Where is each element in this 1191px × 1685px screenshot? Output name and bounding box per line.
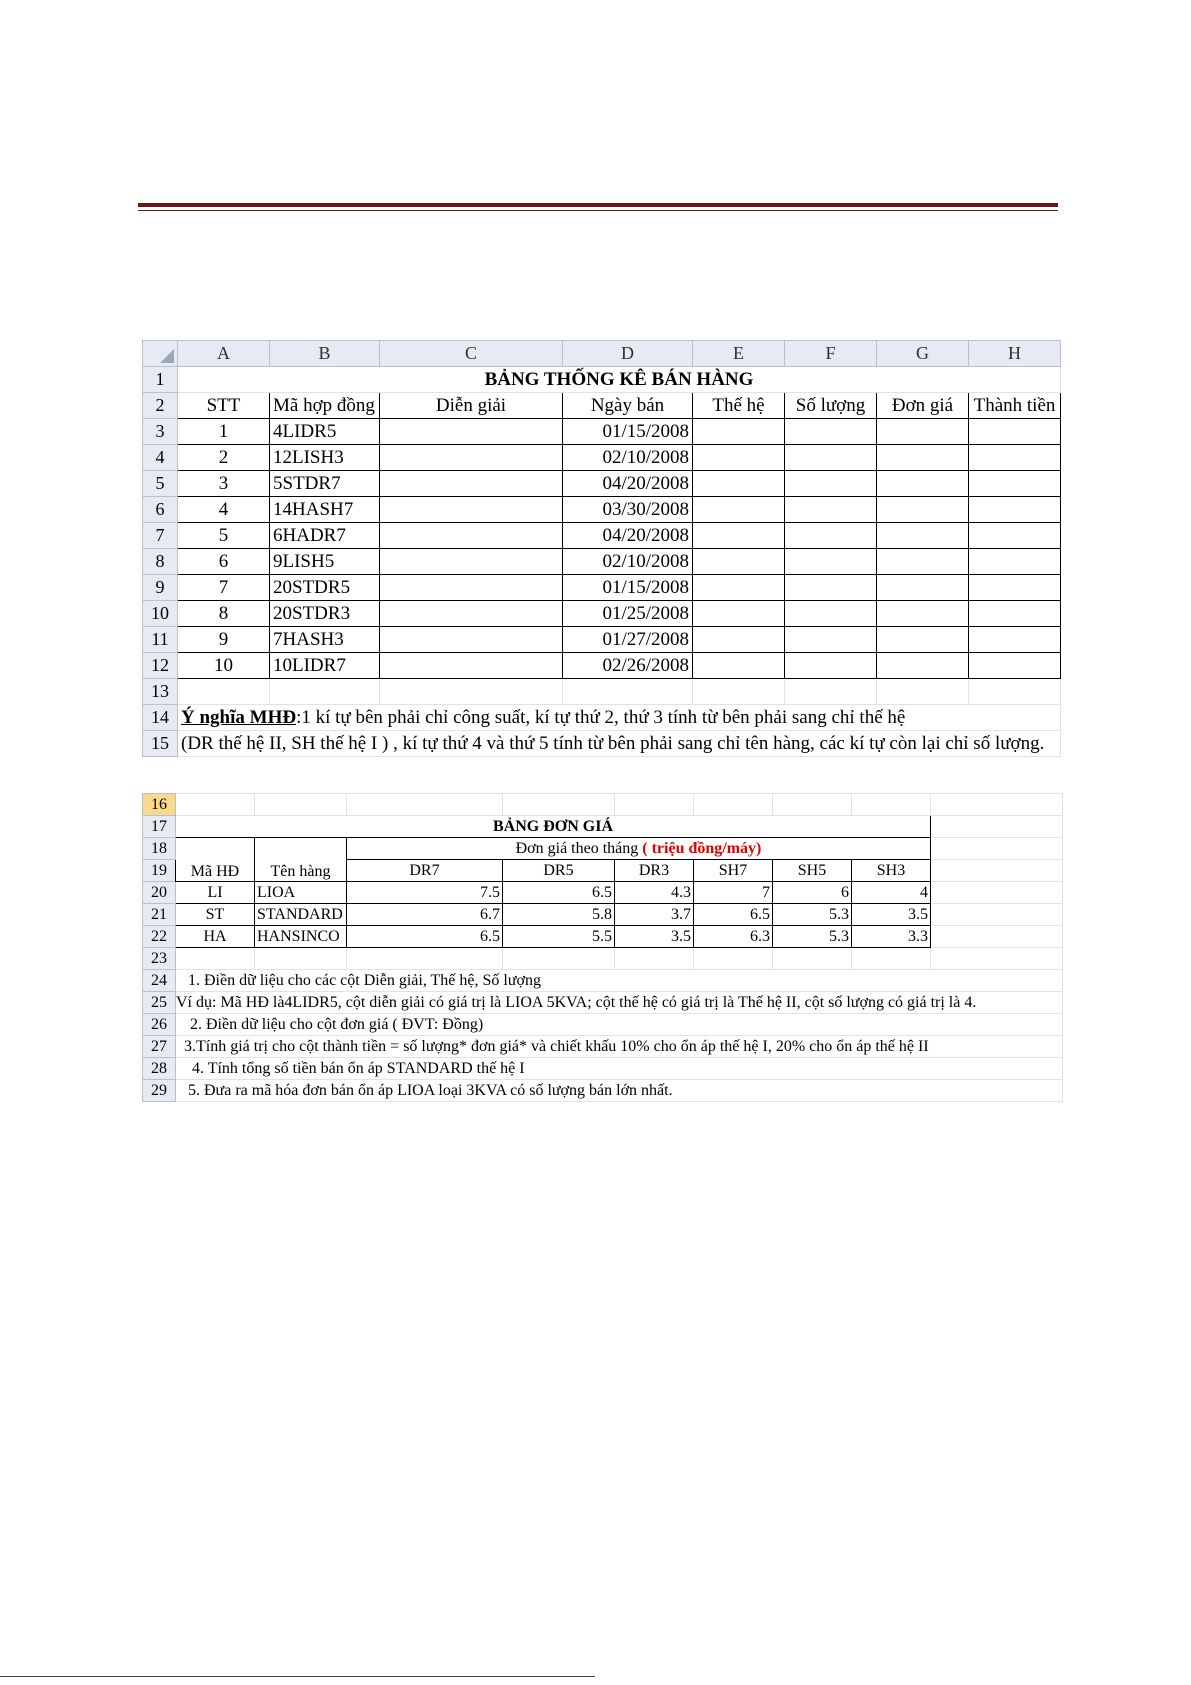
quantity-cell[interactable] bbox=[785, 497, 877, 523]
contract-code-cell[interactable]: 12LISH3 bbox=[270, 445, 380, 471]
type-header[interactable]: DR3 bbox=[615, 860, 694, 882]
cell[interactable] bbox=[615, 948, 694, 970]
date-cell[interactable]: 01/27/2008 bbox=[563, 627, 693, 653]
column-header-row bbox=[143, 341, 1061, 367]
quantity-cell[interactable] bbox=[785, 549, 877, 575]
contract-code-cell[interactable]: 4LIDR5 bbox=[270, 419, 380, 445]
header-cell[interactable]: Thế hệ bbox=[693, 393, 785, 419]
column-header[interactable]: B bbox=[270, 341, 380, 367]
generation-cell[interactable] bbox=[693, 471, 785, 497]
contract-code-cell[interactable]: 20STDR5 bbox=[270, 575, 380, 601]
quantity-cell[interactable] bbox=[785, 523, 877, 549]
cell[interactable] bbox=[931, 904, 1063, 926]
row-header[interactable]: 29 bbox=[143, 1080, 176, 1102]
column-header[interactable]: C bbox=[380, 341, 563, 367]
cell[interactable] bbox=[931, 882, 1063, 904]
ten-hang-cell[interactable]: STANDARD bbox=[255, 904, 347, 926]
price-table-title[interactable]: BẢNG ĐƠN GIÁ bbox=[176, 816, 931, 838]
sales-table-title[interactable]: BẢNG THỐNG KÊ BÁN HÀNG bbox=[178, 367, 1061, 393]
instruction-line[interactable]: Ví dụ: Mã HĐ là4LIDR5, cột diễn giải có giá trị là LIOA 5KVA; cột thế hệ có giá trị là Thế hệ II, cột số lượng có giá trị là 4. bbox=[176, 992, 1063, 1014]
row-header[interactable]: 20 bbox=[143, 882, 176, 904]
footer-rule bbox=[0, 1676, 595, 1677]
generation-cell[interactable] bbox=[693, 627, 785, 653]
code-meaning-note-1[interactable] bbox=[178, 705, 1061, 731]
amount-cell[interactable] bbox=[969, 523, 1061, 549]
row-header[interactable]: 1 bbox=[143, 367, 178, 393]
price-cell[interactable]: 3.3 bbox=[852, 926, 931, 948]
row-header[interactable]: 17 bbox=[143, 816, 176, 838]
header-cell[interactable]: Diễn giải bbox=[380, 393, 563, 419]
stt-cell[interactable]: 6 bbox=[178, 549, 270, 575]
cell[interactable] bbox=[255, 794, 347, 816]
header-cell[interactable]: STT bbox=[178, 393, 270, 419]
generation-cell[interactable] bbox=[693, 523, 785, 549]
quantity-cell[interactable] bbox=[785, 445, 877, 471]
header-row bbox=[143, 393, 1061, 419]
header-cell[interactable]: Thành tiền bbox=[969, 393, 1061, 419]
price-row bbox=[143, 904, 1063, 926]
cell[interactable] bbox=[969, 679, 1061, 705]
unit-price-cell[interactable] bbox=[877, 445, 969, 471]
amount-cell[interactable] bbox=[969, 653, 1061, 679]
description-cell[interactable] bbox=[380, 419, 563, 445]
instruction-line[interactable]: 5. Đưa ra mã hóa đơn bán ổn áp LIOA loại 3KVA có số lượng bán lớn nhất. bbox=[176, 1080, 1063, 1102]
header-cell[interactable]: Mã hợp đồng bbox=[270, 393, 380, 419]
cell[interactable] bbox=[931, 816, 1063, 838]
header-ma-hd[interactable]: Mã HĐ bbox=[176, 838, 255, 882]
row-header[interactable]: 26 bbox=[143, 1014, 176, 1036]
unit-price-cell[interactable] bbox=[877, 653, 969, 679]
header-cell[interactable]: Số lượng bbox=[785, 393, 877, 419]
cell[interactable] bbox=[773, 948, 852, 970]
stt-cell[interactable]: 4 bbox=[178, 497, 270, 523]
price-cell[interactable]: 5.5 bbox=[503, 926, 615, 948]
row-header[interactable]: 5 bbox=[143, 471, 178, 497]
description-cell[interactable] bbox=[380, 627, 563, 653]
cell[interactable] bbox=[694, 948, 773, 970]
type-header[interactable]: DR5 bbox=[503, 860, 615, 882]
data-row bbox=[143, 627, 1061, 653]
cell[interactable] bbox=[347, 948, 503, 970]
instruction-line[interactable]: 2. Điền dữ liệu cho cột đơn giá ( ĐVT: Đồng) bbox=[176, 1014, 1063, 1036]
type-header[interactable]: SH5 bbox=[773, 860, 852, 882]
amount-cell[interactable] bbox=[969, 601, 1061, 627]
row-header[interactable]: 21 bbox=[143, 904, 176, 926]
price-cell[interactable]: 5.3 bbox=[773, 904, 852, 926]
row-header[interactable]: 12 bbox=[143, 653, 178, 679]
description-cell[interactable] bbox=[380, 653, 563, 679]
type-header[interactable]: SH7 bbox=[694, 860, 773, 882]
row-header[interactable]: 23 bbox=[143, 948, 176, 970]
price-cell[interactable]: 3.5 bbox=[615, 926, 694, 948]
amount-cell[interactable] bbox=[969, 471, 1061, 497]
data-row bbox=[143, 445, 1061, 471]
note-label: Ý nghĩa MHĐ bbox=[181, 706, 297, 728]
instruction-line[interactable]: 4. Tính tổng số tiền bán ổn áp STANDARD thế hệ I bbox=[176, 1058, 1063, 1080]
data-row bbox=[143, 497, 1061, 523]
unit-price-cell[interactable] bbox=[877, 523, 969, 549]
generation-cell[interactable] bbox=[693, 419, 785, 445]
amount-cell[interactable] bbox=[969, 497, 1061, 523]
price-sheet bbox=[142, 793, 1063, 1102]
quantity-cell[interactable] bbox=[785, 575, 877, 601]
contract-code-cell[interactable]: 14HASH7 bbox=[270, 497, 380, 523]
column-header[interactable]: G bbox=[877, 341, 969, 367]
row-header[interactable]: 24 bbox=[143, 970, 176, 992]
contract-code-cell[interactable]: 6HADR7 bbox=[270, 523, 380, 549]
unit-price-cell[interactable] bbox=[877, 627, 969, 653]
row-header[interactable]: 10 bbox=[143, 601, 178, 627]
cell[interactable] bbox=[694, 794, 773, 816]
cell[interactable] bbox=[931, 860, 1063, 882]
description-cell[interactable] bbox=[380, 445, 563, 471]
select-all-corner[interactable] bbox=[143, 341, 178, 367]
row-header[interactable]: 22 bbox=[143, 926, 176, 948]
cell[interactable] bbox=[503, 948, 615, 970]
contract-code-cell[interactable]: 10LIDR7 bbox=[270, 653, 380, 679]
amount-cell[interactable] bbox=[969, 627, 1061, 653]
cell[interactable] bbox=[347, 794, 503, 816]
row-header[interactable]: 11 bbox=[143, 627, 178, 653]
unit-price-cell[interactable] bbox=[877, 497, 969, 523]
row-header[interactable]: 3 bbox=[143, 419, 178, 445]
cell[interactable] bbox=[176, 948, 255, 970]
description-cell[interactable] bbox=[380, 549, 563, 575]
contract-code-cell[interactable]: 5STDR7 bbox=[270, 471, 380, 497]
price-cell[interactable]: 6.7 bbox=[347, 904, 503, 926]
date-cell[interactable]: 04/20/2008 bbox=[563, 523, 693, 549]
sales-sheet bbox=[142, 340, 1061, 757]
cell[interactable] bbox=[931, 948, 1063, 970]
cell[interactable] bbox=[255, 948, 347, 970]
row-header[interactable]: 13 bbox=[143, 679, 178, 705]
stt-cell[interactable]: 2 bbox=[178, 445, 270, 471]
generation-cell[interactable] bbox=[693, 601, 785, 627]
row-header[interactable]: 19 bbox=[143, 860, 176, 882]
description-cell[interactable] bbox=[380, 523, 563, 549]
generation-cell[interactable] bbox=[693, 575, 785, 601]
row-header[interactable]: 27 bbox=[143, 1036, 176, 1058]
amount-cell[interactable] bbox=[969, 575, 1061, 601]
data-row bbox=[143, 575, 1061, 601]
generation-cell[interactable] bbox=[693, 653, 785, 679]
data-row bbox=[143, 471, 1061, 497]
cell[interactable] bbox=[852, 948, 931, 970]
description-cell[interactable] bbox=[380, 471, 563, 497]
quantity-cell[interactable] bbox=[785, 601, 877, 627]
cell[interactable] bbox=[615, 794, 694, 816]
stt-cell[interactable]: 8 bbox=[178, 601, 270, 627]
column-header[interactable]: E bbox=[693, 341, 785, 367]
date-cell[interactable]: 03/30/2008 bbox=[563, 497, 693, 523]
unit-price-cell[interactable] bbox=[877, 575, 969, 601]
price-subtitle[interactable] bbox=[347, 838, 931, 860]
header-rule bbox=[138, 203, 1058, 207]
data-row bbox=[143, 523, 1061, 549]
price-cell[interactable]: 3.5 bbox=[852, 904, 931, 926]
price-cell[interactable]: 5.8 bbox=[503, 904, 615, 926]
price-cell[interactable]: 6.3 bbox=[694, 926, 773, 948]
price-cell[interactable]: 4.3 bbox=[615, 882, 694, 904]
stt-cell[interactable]: 10 bbox=[178, 653, 270, 679]
price-cell[interactable]: 5.3 bbox=[773, 926, 852, 948]
ten-hang-cell[interactable]: HANSINCO bbox=[255, 926, 347, 948]
price-row bbox=[143, 882, 1063, 904]
contract-code-cell[interactable]: 20STDR3 bbox=[270, 601, 380, 627]
ten-hang-cell[interactable]: LIOA bbox=[255, 882, 347, 904]
ma-hd-cell[interactable]: ST bbox=[176, 904, 255, 926]
instruction-line[interactable]: 1. Điền dữ liệu cho các cột Diễn giải, Thế hệ, Số lượng bbox=[176, 970, 1063, 992]
description-cell[interactable] bbox=[380, 601, 563, 627]
quantity-cell[interactable] bbox=[785, 653, 877, 679]
row-header[interactable]: 16 bbox=[143, 794, 176, 816]
row-header[interactable]: 2 bbox=[143, 393, 178, 419]
code-meaning-note-2[interactable]: (DR thế hệ II, SH thế hệ I ) , kí tự thứ 4 và thứ 5 tính từ bên phải sang chỉ tên hàng, các kí tự còn lại chỉ số lượng. bbox=[178, 731, 1061, 757]
cell[interactable] bbox=[931, 838, 1063, 860]
row-header[interactable]: 25 bbox=[143, 992, 176, 1014]
quantity-cell[interactable] bbox=[785, 471, 877, 497]
data-row bbox=[143, 653, 1061, 679]
date-cell[interactable]: 01/15/2008 bbox=[563, 575, 693, 601]
contract-code-cell[interactable]: 7HASH3 bbox=[270, 627, 380, 653]
price-cell[interactable]: 3.7 bbox=[615, 904, 694, 926]
row-header[interactable]: 28 bbox=[143, 1058, 176, 1080]
description-cell[interactable] bbox=[380, 575, 563, 601]
header-ten-hang[interactable]: Tên hàng bbox=[255, 838, 347, 882]
ma-hd-cell[interactable]: HA bbox=[176, 926, 255, 948]
stt-cell[interactable]: 5 bbox=[178, 523, 270, 549]
cell[interactable] bbox=[503, 794, 615, 816]
generation-cell[interactable] bbox=[693, 549, 785, 575]
date-cell[interactable]: 02/10/2008 bbox=[563, 549, 693, 575]
note-text: :1 kí tự bên phải chỉ công suất, kí tự thứ 2, thứ 3 tính từ bên phải sang chỉ thế hệ bbox=[296, 706, 906, 728]
cell[interactable] bbox=[773, 794, 852, 816]
instruction-line[interactable]: 3.Tính giá trị cho cột thành tiền = số lượng* đơn giá* và chiết khấu 10% cho ổn áp thế hệ I, 20% cho ổn áp thế hệ II bbox=[176, 1036, 1063, 1058]
stt-cell[interactable]: 7 bbox=[178, 575, 270, 601]
header-cell[interactable]: Ngày bán bbox=[563, 393, 693, 419]
quantity-cell[interactable] bbox=[785, 419, 877, 445]
row-header[interactable]: 14 bbox=[143, 705, 178, 731]
row-header[interactable]: 18 bbox=[143, 838, 176, 860]
price-cell[interactable]: 6.5 bbox=[347, 926, 503, 948]
data-row bbox=[143, 549, 1061, 575]
cell[interactable] bbox=[931, 926, 1063, 948]
date-cell[interactable]: 04/20/2008 bbox=[563, 471, 693, 497]
price-row bbox=[143, 926, 1063, 948]
cell[interactable] bbox=[178, 679, 270, 705]
data-row bbox=[143, 601, 1061, 627]
cell[interactable] bbox=[270, 679, 380, 705]
row-header[interactable]: 4 bbox=[143, 445, 178, 471]
row-header[interactable]: 9 bbox=[143, 575, 178, 601]
stt-cell[interactable]: 3 bbox=[178, 471, 270, 497]
stt-cell[interactable]: 1 bbox=[178, 419, 270, 445]
amount-cell[interactable] bbox=[969, 445, 1061, 471]
amount-cell[interactable] bbox=[969, 419, 1061, 445]
unit-price-cell[interactable] bbox=[877, 601, 969, 627]
row-header[interactable]: 15 bbox=[143, 731, 178, 757]
price-cell[interactable]: 7.5 bbox=[347, 882, 503, 904]
quantity-cell[interactable] bbox=[785, 627, 877, 653]
cell[interactable] bbox=[176, 794, 255, 816]
row-header[interactable]: 7 bbox=[143, 523, 178, 549]
cell[interactable] bbox=[380, 679, 563, 705]
column-header[interactable]: F bbox=[785, 341, 877, 367]
date-cell[interactable]: 01/25/2008 bbox=[563, 601, 693, 627]
header-rule-thin bbox=[138, 210, 1058, 211]
ma-hd-cell[interactable]: LI bbox=[176, 882, 255, 904]
price-cell[interactable]: 7 bbox=[694, 882, 773, 904]
cell[interactable] bbox=[693, 679, 785, 705]
price-cell[interactable]: 6.5 bbox=[694, 904, 773, 926]
contract-code-cell[interactable]: 9LISH5 bbox=[270, 549, 380, 575]
stt-cell[interactable]: 9 bbox=[178, 627, 270, 653]
date-cell[interactable]: 02/10/2008 bbox=[563, 445, 693, 471]
subtitle-unit: ( triệu đồng/máy) bbox=[642, 839, 762, 857]
row-header[interactable]: 8 bbox=[143, 549, 178, 575]
price-cell[interactable]: 6 bbox=[773, 882, 852, 904]
column-header[interactable]: H bbox=[969, 341, 1061, 367]
unit-price-cell[interactable] bbox=[877, 419, 969, 445]
cell[interactable] bbox=[785, 679, 877, 705]
type-header[interactable]: SH3 bbox=[852, 860, 931, 882]
cell[interactable] bbox=[852, 794, 931, 816]
row-header[interactable]: 6 bbox=[143, 497, 178, 523]
unit-price-cell[interactable] bbox=[877, 549, 969, 575]
cell[interactable] bbox=[931, 794, 1063, 816]
date-cell[interactable]: 01/15/2008 bbox=[563, 419, 693, 445]
subtitle-text: Đơn giá theo tháng bbox=[515, 839, 639, 857]
cell[interactable] bbox=[563, 679, 693, 705]
type-header[interactable]: DR7 bbox=[347, 860, 503, 882]
price-cell[interactable]: 4 bbox=[852, 882, 931, 904]
amount-cell[interactable] bbox=[969, 549, 1061, 575]
date-cell[interactable]: 02/26/2008 bbox=[563, 653, 693, 679]
column-header[interactable]: D bbox=[563, 341, 693, 367]
cell[interactable] bbox=[877, 679, 969, 705]
header-cell[interactable]: Đơn giá bbox=[877, 393, 969, 419]
data-row bbox=[143, 419, 1061, 445]
price-cell[interactable]: 6.5 bbox=[503, 882, 615, 904]
description-cell[interactable] bbox=[380, 497, 563, 523]
generation-cell[interactable] bbox=[693, 497, 785, 523]
unit-price-cell[interactable] bbox=[877, 471, 969, 497]
column-header[interactable]: A bbox=[178, 341, 270, 367]
generation-cell[interactable] bbox=[693, 445, 785, 471]
